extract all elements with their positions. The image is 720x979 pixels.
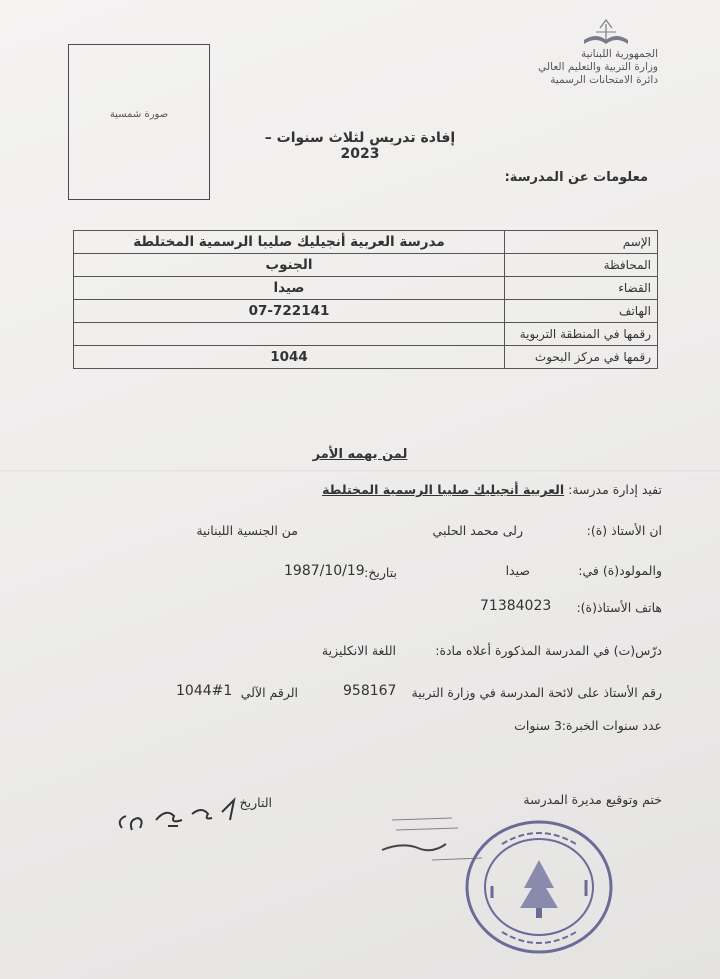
number-prefix: رقم الأستاذ على لائحة المدرسة في وزارة التربية <box>411 685 662 700</box>
row-label: الإسم <box>505 231 658 254</box>
row-value: الجنوب <box>74 254 505 277</box>
school-info-table <box>73 230 658 369</box>
official-stamp-icon <box>462 816 616 958</box>
row-value: مدرسة العربية أنجيليك صليبا الرسمية المختلطة <box>74 231 505 254</box>
row-value: 1044 <box>74 346 505 369</box>
table-row <box>74 254 658 277</box>
birth-date: 1987/10/19 <box>284 563 365 579</box>
teacher-prefix: ان الأستاذ (ة): <box>586 523 662 538</box>
header-line-1: الجمهورية اللبنانية <box>580 48 658 60</box>
subject-prefix: درّس(ت) في المدرسة المذكورة أعلاه مادة: <box>435 643 662 658</box>
school-name: العربية أنجيليك صليبا الرسمية المختلطة <box>322 482 565 497</box>
auto-number: 1044#1 <box>176 683 233 699</box>
years-prefix: عدد سنوات الخبرة: <box>561 718 662 733</box>
teacher-phone: 71384023 <box>480 598 552 614</box>
nationality: من الجنسية اللبنانية <box>196 523 298 538</box>
header-line-2: وزارة التربية والتعليم العالي <box>538 61 658 73</box>
to-whom-heading: لمن يهمه الأمر <box>312 447 408 462</box>
photo-box <box>68 44 210 200</box>
date-label: التاريخ <box>239 795 272 810</box>
table-row <box>74 346 658 369</box>
header-line-3: دائرة الامتحانات الرسمية <box>550 74 658 86</box>
row-value: صيدا <box>74 277 505 300</box>
signature-label: ختم وتوقيع مديرة المدرسة <box>523 792 662 807</box>
phone-prefix: هاتف الأستاذ(ة): <box>576 600 662 615</box>
date-prefix: بتاريخ: <box>364 565 397 580</box>
handwritten-date-icon <box>112 790 252 840</box>
table-row <box>74 300 658 323</box>
photo-label: صورة شمسية <box>109 109 169 120</box>
row-label: رقمها في المنطقة التربوية <box>505 323 658 346</box>
school-prefix: تفيد إدارة مدرسة: <box>568 482 662 497</box>
table-row <box>74 277 658 300</box>
years-value: 3 سنوات <box>514 718 562 733</box>
row-label: القضاء <box>505 277 658 300</box>
paper-fold <box>0 470 720 473</box>
subject: اللغة الانكليزية <box>321 643 396 658</box>
row-label: رقمها في مركز البحوث <box>505 346 658 369</box>
book-logo-icon <box>578 18 634 50</box>
teacher-name: رلى محمد الحلبي <box>432 523 523 538</box>
page-title: إفادة تدريس لثلاث سنوات – 2023 <box>264 130 456 162</box>
table-row <box>74 231 658 254</box>
row-label: المحافظة <box>505 254 658 277</box>
born-prefix: والمولود(ة) في: <box>578 563 662 578</box>
auto-prefix: الرقم الآلي <box>240 685 298 700</box>
born-place: صيدا <box>505 563 530 578</box>
table-row <box>74 323 658 346</box>
row-label: الهاتف <box>505 300 658 323</box>
teacher-number: 958167 <box>343 683 397 699</box>
school-line <box>322 482 662 497</box>
ministry-header <box>438 48 658 87</box>
row-value: 07-722141 <box>74 300 505 323</box>
school-info-label: معلومات عن المدرسة: <box>504 170 648 185</box>
row-value <box>74 323 505 346</box>
